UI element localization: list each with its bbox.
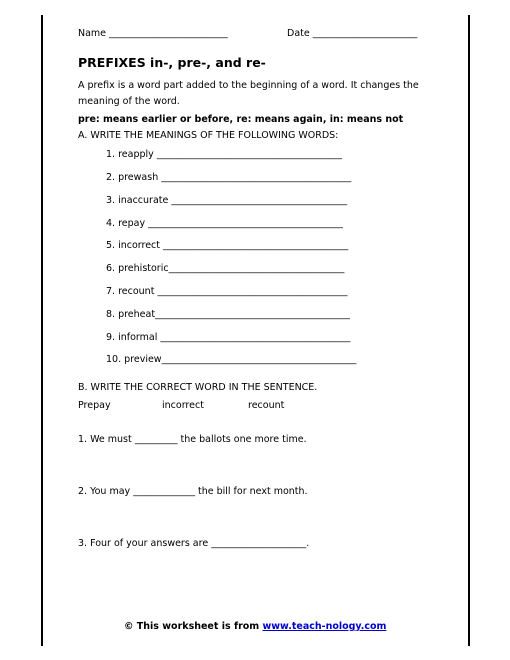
word-bank-item: Prepay xyxy=(78,400,111,411)
prefix-definitions: pre: means earlier or before, re: means again, in: means not xyxy=(78,114,404,125)
section-a-heading: A. WRITE THE MEANINGS OF THE FOLLOWING WORDS: xyxy=(78,130,339,141)
word-bank-item: incorrect xyxy=(162,400,204,411)
list-item: 8. preheat_________________________________________ xyxy=(106,309,350,320)
list-item: 10. preview_________________________________________ xyxy=(106,354,357,365)
footer-link[interactable]: www.teach-nology.com xyxy=(262,621,387,632)
list-item: 4. repay _________________________________________ xyxy=(106,218,343,229)
list-item: 2. prewash ________________________________________ xyxy=(106,172,352,183)
name-field: Name _________________________ xyxy=(78,28,228,39)
list-item: 1. reapply _______________________________________ xyxy=(106,149,343,160)
word-bank-item: recount xyxy=(248,400,285,411)
intro-line-2: meaning of the word. xyxy=(78,96,180,107)
section-b-heading: B. WRITE THE CORRECT WORD IN THE SENTENCE. xyxy=(78,382,318,393)
sentence-item: 2. You may _____________ the bill for next month. xyxy=(78,486,308,497)
worksheet-page xyxy=(41,15,470,646)
list-item: 3. inaccurate _____________________________________ xyxy=(106,195,348,206)
list-item: 6. prehistoric_____________________________________ xyxy=(106,263,345,274)
intro-line-1: A prefix is a word part added to the beginning of a word. It changes the xyxy=(78,80,419,91)
list-item: 7. recount ________________________________________ xyxy=(106,286,348,297)
list-item: 9. informal ________________________________________ xyxy=(106,332,351,343)
worksheet-title: PREFIXES in-, pre-, and re- xyxy=(78,55,266,70)
footer xyxy=(124,621,386,633)
list-item: 5. incorrect _______________________________________ xyxy=(106,240,349,251)
sentence-item: 3. Four of your answers are ____________________. xyxy=(78,538,310,549)
date-field: Date ______________________ xyxy=(287,28,418,39)
footer-text: © This worksheet is from xyxy=(124,621,263,632)
sentence-item: 1. We must _________ the ballots one more time. xyxy=(78,434,307,445)
